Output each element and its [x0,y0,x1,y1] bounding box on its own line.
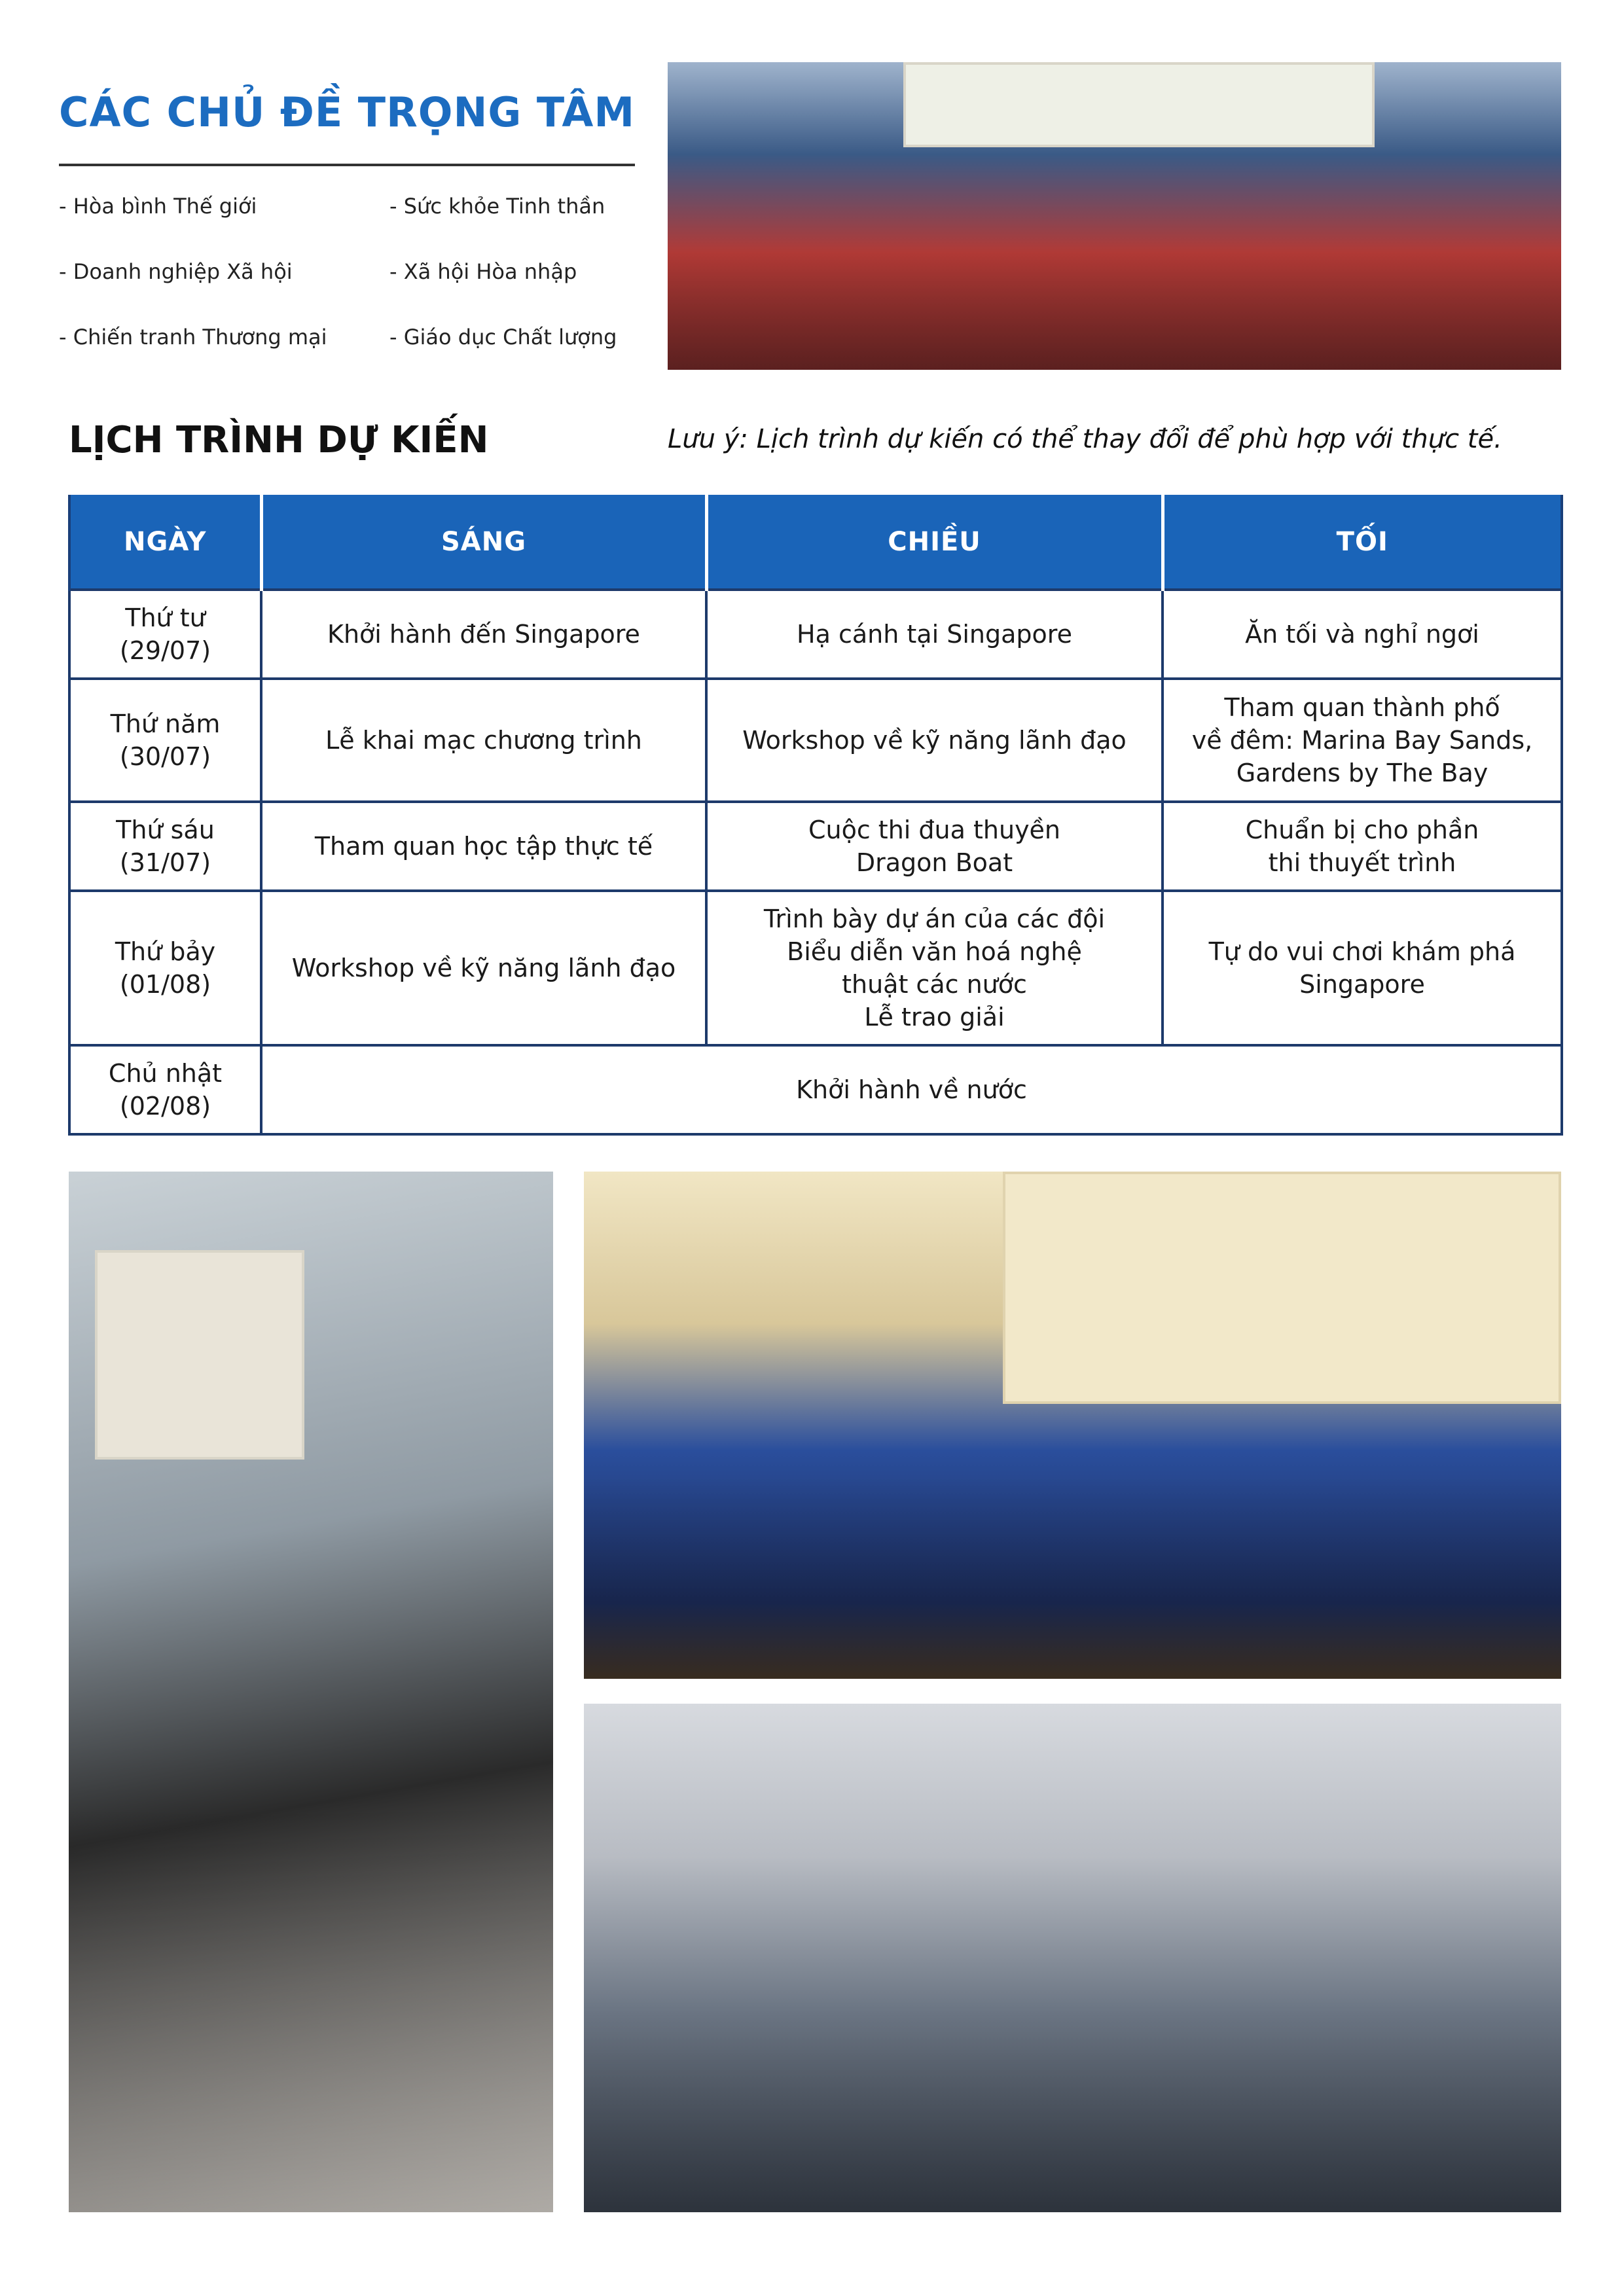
activity-text: Hạ cánh tại Singapore [797,620,1072,649]
schedule-row [69,891,1562,1045]
header-morning: SÁNG [261,495,706,590]
cell-evening [1163,590,1562,679]
activity-text: Biểu diễn văn hoá nghệ [787,937,1082,966]
cell-afternoon [706,891,1163,1045]
topics-title: CÁC CHỦ ĐỀ TRỌNG TÂM [59,88,636,136]
header-evening: TỐI [1163,495,1562,590]
day-date: (30/07) [119,742,211,771]
performance-photo [584,1172,1561,1679]
topic-item: - Giáo dục Chất lượng [389,325,617,350]
activity-text: Workshop về kỹ năng lãnh đạo [291,954,676,982]
activity-text: về đêm: Marina Bay Sands, [1191,726,1533,755]
day-date: (29/07) [119,636,211,665]
schedule-row [69,1045,1562,1134]
day-name: Thứ sáu [116,816,215,844]
day-date: (31/07) [119,848,211,877]
cell-day [69,1045,261,1134]
cell-day [69,590,261,679]
activity-text: Tự do vui chơi khám phá [1208,937,1516,966]
topic-item: - Hòa bình Thế giới [59,194,257,219]
topics-divider [59,164,635,166]
activity-text: thuật các nước [842,970,1027,999]
activity-text: Lễ trao giải [864,1003,1005,1031]
activity-text: thi thuyết trình [1268,848,1456,877]
activity-text: Cuộc thi đua thuyền [808,816,1061,844]
workshop-photo [69,1172,553,2212]
activity-text: Gardens by The Bay [1236,759,1489,787]
activity-text: Dragon Boat [856,848,1013,877]
topic-item: - Chiến tranh Thương mại [59,325,327,350]
cell-afternoon [706,679,1163,802]
topic-item: - Doanh nghiệp Xã hội [59,259,293,284]
activity-text: Singapore [1299,970,1425,999]
cell-morning [261,590,706,679]
activity-text: Khởi hành về nước [796,1075,1027,1104]
topic-item: - Sức khỏe Tinh thần [389,194,605,219]
schedule-row [69,679,1562,802]
schedule-table [68,495,1563,1136]
schedule-note: Lưu ý: Lịch trình dự kiến có thể thay đổi để phù hợp với thực tế. [668,424,1502,454]
cell-evening [1163,802,1562,891]
cell-day [69,891,261,1045]
cell-morning [261,891,706,1045]
cell-full-day [261,1045,1562,1134]
cell-morning [261,679,706,802]
cell-evening [1163,679,1562,802]
topic-item: - Xã hội Hòa nhập [389,259,577,284]
day-name: Chủ nhật [108,1059,223,1088]
activity-text: Trình bày dự án của các đội [763,905,1106,933]
group-photo [668,62,1561,370]
cell-afternoon [706,802,1163,891]
header-day: NGÀY [69,495,261,590]
cell-day [69,802,261,891]
cell-evening [1163,891,1562,1045]
cell-day [69,679,261,802]
team-photo [584,1704,1561,2212]
cell-afternoon [706,590,1163,679]
header-afternoon: CHIỀU [706,495,1163,590]
schedule-header-row [69,495,1562,590]
schedule-title: LỊCH TRÌNH DỰ KIẾN [69,419,489,461]
day-date: (02/08) [119,1092,211,1121]
activity-text: Khởi hành đến Singapore [327,620,640,649]
day-name: Thứ tư [125,603,206,632]
day-name: Thứ năm [110,709,221,738]
activity-text: Chuẩn bị cho phần [1245,816,1479,844]
activity-text: Lễ khai mạc chương trình [325,726,642,755]
cell-morning [261,802,706,891]
schedule-row [69,590,1562,679]
activity-text: Tham quan thành phố [1224,693,1500,722]
activity-text: Tham quan học tập thực tế [314,832,653,861]
activity-text: Ăn tối và nghỉ ngơi [1245,620,1479,649]
activity-text: Workshop về kỹ năng lãnh đạo [742,726,1127,755]
day-name: Thứ bảy [115,937,216,966]
schedule-row [69,802,1562,891]
day-date: (01/08) [119,970,211,999]
